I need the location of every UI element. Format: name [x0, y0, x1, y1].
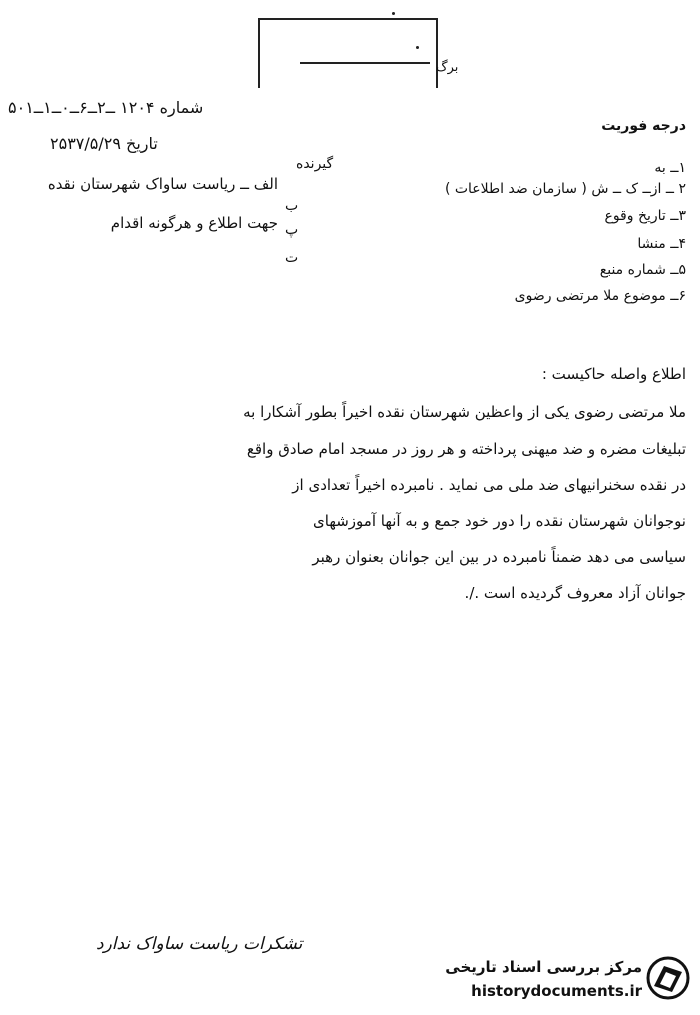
document-number: شماره ۱۲۰۴ ــ۲ــ۶ــ۰ــ۱ــ۵۰۱ [8, 98, 204, 117]
field-origin: ۴ــ منشا [637, 236, 686, 252]
watermark-title: مرکز بررسی اسناد تاریخی [445, 958, 642, 976]
header-stamp-line [300, 62, 430, 64]
recipient-letter-t: ت [285, 250, 299, 266]
stamp-mark [392, 12, 395, 15]
urgency-label: درجه فوریت [601, 118, 686, 134]
body-line: جوانان آزاد معروف گردیده است ./. [464, 584, 686, 602]
archive-logo-icon [646, 956, 690, 1000]
field-to: ۱ــ به [654, 160, 686, 176]
field-from: ۲ ــ ازــ ک ــ ش ( سازمان ضد اطلاعات ) [444, 181, 686, 197]
header-stamp-box [258, 18, 438, 88]
document-date: تاریخ ۲۵۳۷/۵/۲۹ [50, 134, 158, 153]
stamp-label: برگ [436, 60, 459, 75]
field-event-date: ۳ــ تاریخ وقوع [604, 208, 686, 224]
field-subject: ۶ــ موضوع ملا مرتضی رضوی [514, 288, 686, 304]
body-line: در نقده سخنرانیهای ضد ملی می نماید . نامبرده اخیراً تعدادی از [292, 476, 686, 494]
field-source-number: ۵ــ شماره منبع [599, 262, 686, 278]
recipients-heading: گیرنده [296, 156, 334, 172]
body-line: نوجوانان شهرستان نقده را دور خود جمع و به آنها آموزشهای [313, 512, 686, 530]
stamp-mark [416, 46, 419, 49]
watermark-url: historydocuments.ir [471, 982, 642, 1000]
body-line: ملا مرتضی رضوی یکی از واعظین شهرستان نقده اخیراً بطور آشکارا به [243, 403, 686, 421]
recipient-a: الف ــ ریاست ساواک شهرستان نقده [47, 175, 278, 193]
body-line: سیاسی می دهد ضمناً نامبرده در بین این جوانان بعنوان رهبر [312, 548, 686, 566]
body-line: تبلیغات مضره و ضد میهنی پرداخته و هر روز در مسجد امام صادق واقع [246, 440, 686, 458]
handwritten-note: تشکرات ریاست ساواک ندارد [96, 934, 303, 954]
body-line: اطلاع واصله حاکیست : [541, 365, 686, 383]
recipient-letter-p: پ [285, 222, 299, 238]
recipient-letter-b: ب [285, 198, 299, 214]
recipient-b-line: جهت اطلاع و هرگونه اقدام [110, 214, 278, 232]
